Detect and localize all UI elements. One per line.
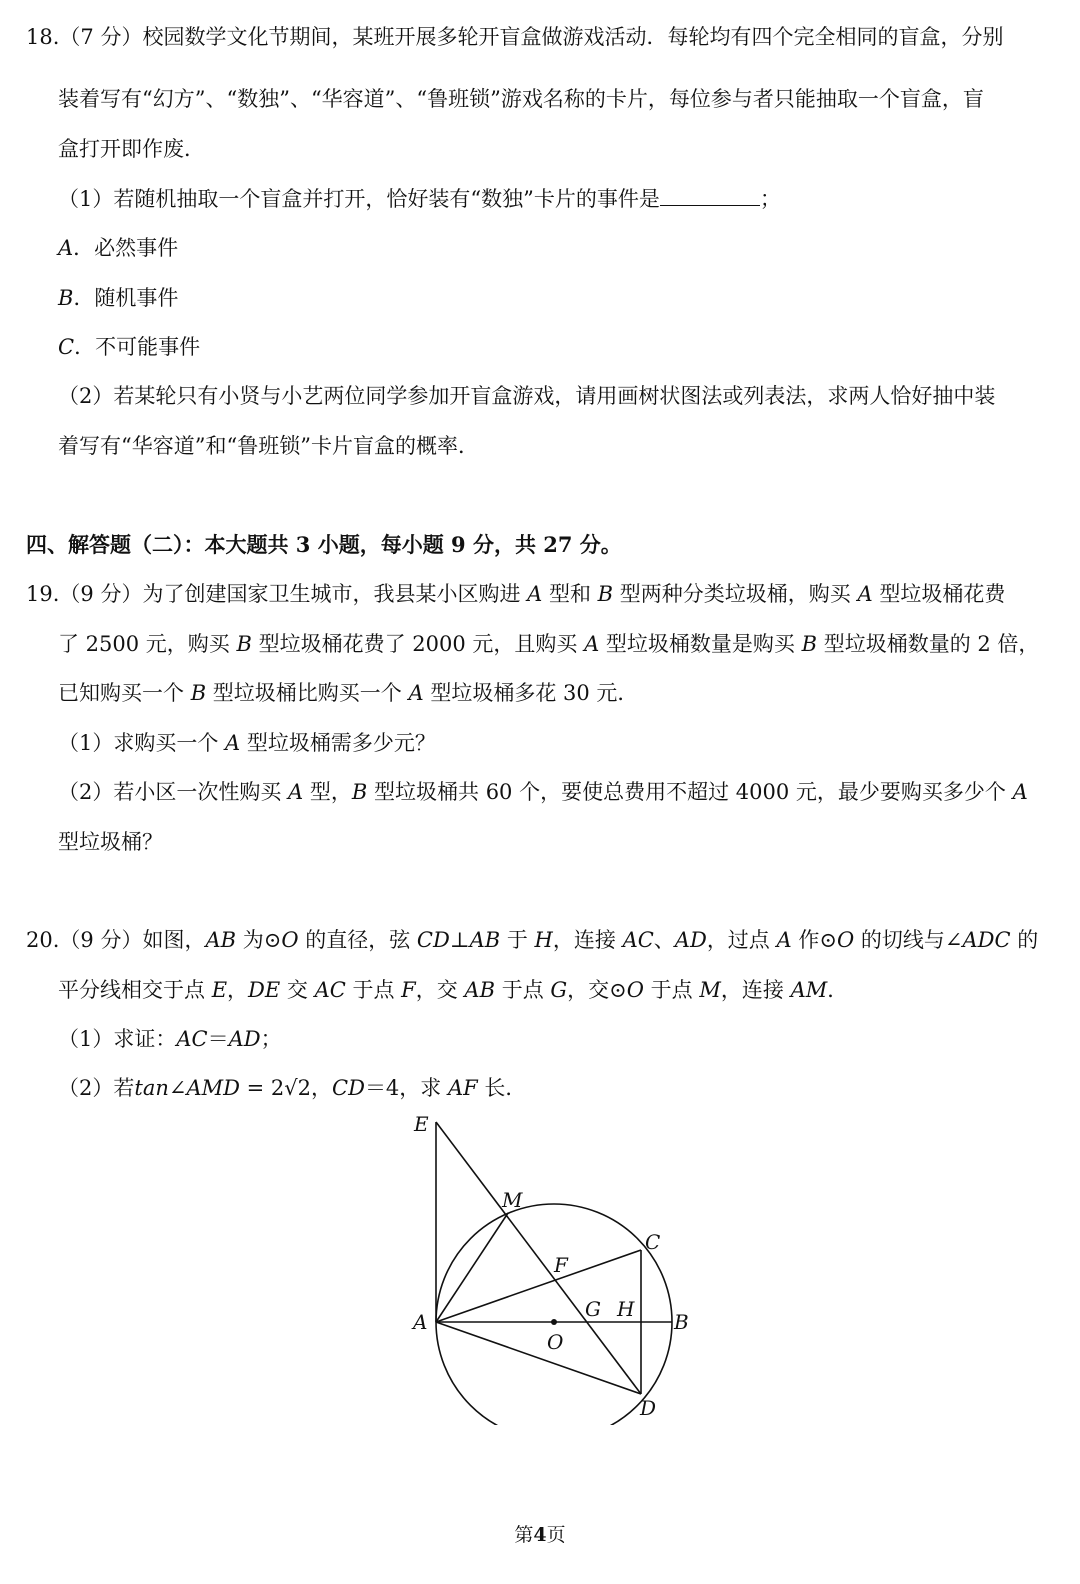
q20-number: 20.: [26, 928, 60, 952]
var: O: [836, 928, 855, 952]
var: A: [225, 731, 241, 755]
footer-prefix: 第: [514, 1524, 534, 1546]
q18-part2-line1: [58, 381, 995, 411]
chord-ad: [436, 1322, 641, 1394]
text-run: 型垃圾桶花费了 2000 元，且购买: [251, 632, 585, 656]
q20-part1: [58, 1024, 282, 1054]
var: A: [408, 681, 424, 705]
option-letter: B: [58, 286, 74, 310]
var: O: [626, 978, 644, 1002]
text-run: 如图，: [142, 928, 206, 952]
text-run: 平分线相交于点: [58, 978, 212, 1002]
q20-line2: [58, 975, 848, 1005]
text-run: 为⊙: [236, 928, 282, 952]
option-letter: C: [58, 335, 75, 359]
label-f: F: [554, 1253, 568, 1277]
text-run: 于点: [495, 978, 551, 1002]
text-run: 型垃圾桶数量的 2 倍，: [817, 632, 1040, 656]
footer-suffix: 页: [546, 1524, 566, 1546]
line-ed: [436, 1122, 641, 1394]
var: A: [288, 780, 304, 804]
q18-part2-text-2: 着写有“华容道”和“鲁班锁”卡片盲盒的概率．: [58, 434, 479, 458]
text-run: 于点: [345, 978, 402, 1002]
q20-line1: [26, 925, 1038, 955]
text-run: ，: [227, 978, 249, 1002]
label-c: C: [645, 1230, 661, 1254]
var: H: [534, 928, 553, 952]
q20-score: （9 分）: [59, 928, 143, 952]
q18-stem-2: 装着写有“幻方”、“数独”、“华容道”、“鲁班锁”游戏名称的卡片，每位参与者只能抽取一个盲盒，盲: [58, 87, 984, 111]
var: AD: [228, 1027, 261, 1051]
geometry-figure: [400, 1105, 700, 1425]
page-number: 4: [533, 1524, 547, 1546]
q18-stem-1: 校园数学文化节期间，某班开展多轮开盲盒做游戏活动．每轮均有四个完全相同的盲盒，分别: [142, 25, 1004, 49]
var: AF: [447, 1076, 478, 1100]
var: G: [550, 978, 568, 1002]
var: CD: [416, 928, 450, 952]
text-run: 型垃圾桶多花 30 元．: [423, 681, 639, 705]
text-run: （1）求购买一个: [58, 731, 226, 755]
text-run: 型垃圾桶数量是购买: [599, 632, 802, 656]
text-run: 型和: [542, 582, 598, 606]
q18-part1: [58, 184, 781, 214]
text-run: ，连接: [720, 978, 791, 1002]
var: B: [236, 632, 252, 656]
text-run: 的直径，弦: [298, 928, 417, 952]
q18-score: （7 分）: [59, 25, 143, 49]
text-run: 的切线与∠: [854, 928, 963, 952]
option-text: ．不可能事件: [74, 335, 201, 359]
q18-part2-text-1: （2）若某轮只有小贤与小艺两位同学参加开盲盒游戏，请用画树状图法或列表法，求两人恰好抽中装: [58, 384, 996, 408]
q19-line3: [58, 678, 638, 708]
q18-stem-3: 盒打开即作废．: [58, 137, 205, 161]
q18-option-c: [58, 332, 200, 362]
section-title: 四、解答题（二）：本大题共 3 小题，每小题 9 分，共 27 分。: [26, 532, 622, 557]
label-h: H: [617, 1297, 635, 1321]
q20-part2: [58, 1073, 526, 1103]
q19-part1: [58, 728, 436, 758]
text-run: 型垃圾桶比购买一个: [206, 681, 409, 705]
text-run: 的: [1010, 928, 1039, 952]
q19-score: （9 分）: [59, 582, 143, 606]
var: M: [699, 978, 721, 1002]
var: DE: [248, 978, 281, 1002]
text-run: ，交: [415, 978, 465, 1002]
page-footer: [0, 1520, 1080, 1547]
q18-option-b: [58, 283, 178, 313]
text-run: （1）求证：: [58, 1027, 177, 1051]
text-run: ＝: [207, 1027, 229, 1051]
text-run: 交: [280, 978, 315, 1002]
var: F: [401, 978, 416, 1002]
label-m: M: [502, 1188, 523, 1212]
var: ADC: [962, 928, 1011, 952]
text-run: 型垃圾桶？: [58, 830, 163, 854]
text-run: 于: [500, 928, 535, 952]
text-run: 已知购买一个: [58, 681, 191, 705]
text-run: 型两种分类垃圾桶，购买: [613, 582, 858, 606]
text-run: ＝4，求: [364, 1076, 448, 1100]
q19-number: 19.: [26, 582, 60, 606]
var: A: [857, 582, 873, 606]
section-heading: [26, 530, 622, 560]
text-run: 了 2500 元，购买: [58, 632, 237, 656]
var: O: [281, 928, 299, 952]
answer-blank: [660, 185, 760, 206]
var: B: [597, 582, 614, 606]
q18-number: 18.: [26, 25, 60, 49]
text-run: 作⊙: [791, 928, 837, 952]
text-run: （2）若小区一次性购买: [58, 780, 289, 804]
q18-line2: [58, 84, 984, 114]
var: A: [584, 632, 600, 656]
center-point: [551, 1319, 557, 1325]
var: A: [527, 582, 543, 606]
text-run: ⊥: [449, 928, 470, 952]
text-run: 为了创建国家卫生城市，我县某小区购进: [142, 582, 528, 606]
var: tan∠AMD: [134, 1076, 240, 1100]
var: B: [190, 681, 207, 705]
q19-part2: [58, 777, 1028, 807]
text-run: 型，: [303, 780, 352, 804]
q18-line3: [58, 134, 205, 164]
segment-am: [436, 1213, 508, 1322]
text-run: 于点: [644, 978, 700, 1002]
q18-line1: [26, 22, 1003, 52]
var: A: [1012, 780, 1028, 804]
label-b: B: [674, 1310, 689, 1334]
q19-line1: [26, 579, 1005, 609]
var: B: [801, 632, 818, 656]
q19-line2: [58, 629, 1039, 659]
label-o: O: [547, 1330, 564, 1354]
text-run: = 2√2，: [239, 1076, 333, 1100]
text-run: 长．: [477, 1076, 527, 1100]
option-letter: A: [58, 236, 74, 260]
option-text: ．随机事件: [73, 286, 179, 310]
var: A: [776, 928, 792, 952]
q19-part2-line2: [58, 827, 163, 857]
label-e: E: [414, 1112, 429, 1136]
var: B: [351, 780, 368, 804]
text-run: ．: [827, 978, 849, 1002]
var: AC: [314, 978, 346, 1002]
text-run: 型垃圾桶花费: [872, 582, 1006, 606]
var: AB: [464, 978, 496, 1002]
q18-part1-text: （1）若随机抽取一个盲盒并打开，恰好装有“数独”卡片的事件是: [58, 187, 660, 211]
var: AC: [622, 928, 654, 952]
label-g: G: [585, 1297, 601, 1321]
text-run: ，过点: [706, 928, 777, 952]
text-run: 、: [653, 928, 675, 952]
text-run: 型垃圾桶共 60 个，要使总费用不超过 4000 元，最少要购买多少个: [367, 780, 1013, 804]
var: AC: [176, 1027, 208, 1051]
var: E: [211, 978, 228, 1002]
text-run: ；: [260, 1027, 282, 1051]
q18-option-a: [58, 233, 178, 263]
var: AM: [790, 978, 828, 1002]
var: CD: [332, 1076, 365, 1100]
label-a: A: [413, 1310, 428, 1334]
q18-part2-line2: [58, 431, 479, 461]
text-run: （2）若: [58, 1076, 135, 1100]
q18-part1-end: ；: [759, 187, 781, 211]
var: AD: [674, 928, 707, 952]
label-d: D: [640, 1396, 657, 1420]
var: AB: [469, 928, 501, 952]
text-run: 型垃圾桶需多少元？: [240, 731, 436, 755]
text-run: ，连接: [552, 928, 623, 952]
chord-ac: [436, 1250, 641, 1322]
option-text: ．必然事件: [73, 236, 179, 260]
text-run: ，交⊙: [567, 978, 627, 1002]
var: AB: [205, 928, 237, 952]
